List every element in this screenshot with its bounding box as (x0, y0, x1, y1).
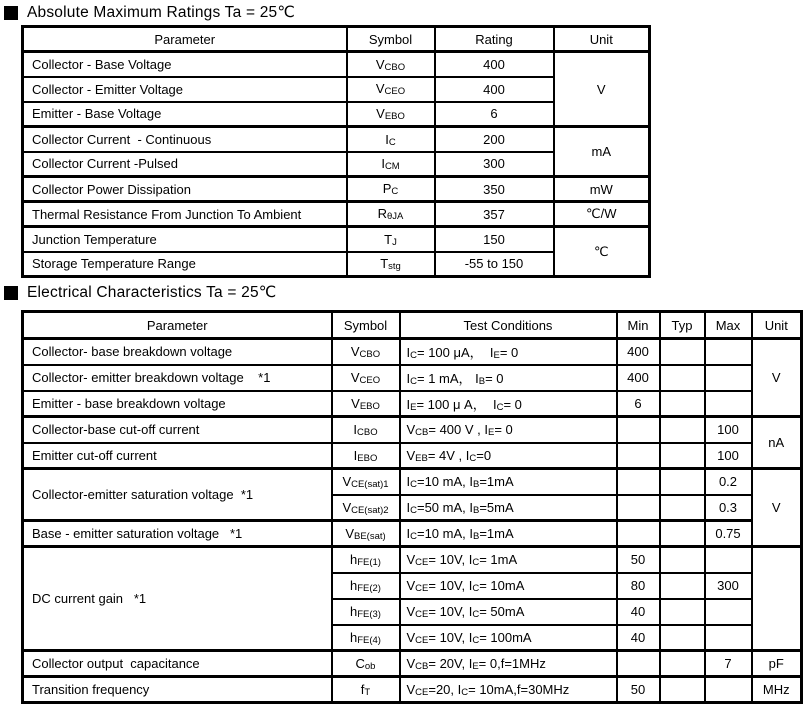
param-cell: Collector- emitter breakdown voltage *1 (23, 365, 332, 391)
typ-cell (660, 365, 705, 391)
param-cell: Collector- base breakdown voltage (23, 339, 332, 365)
section-title-absolute-maximum-ratings (4, 3, 295, 22)
param-cell: Collector Power Dissipation (23, 177, 347, 202)
col-header-unit: Unit (554, 27, 650, 52)
cond-cell: $I_C= 1$ mA， $I_B= 0$ (400, 365, 617, 391)
table-row (23, 227, 650, 252)
symbol-cell: $V_{CE(sat)1}$ (332, 469, 400, 495)
cond-cell: $V_{EB}= 4V$ , $I_C=0$ (400, 443, 617, 469)
rating-cell: 350 (435, 177, 554, 202)
section-title-text: Absolute Maximum Ratings Ta = 25℃ (27, 4, 295, 21)
rating-cell: 6 (435, 102, 554, 127)
min-cell: 400 (617, 365, 660, 391)
unit-cell: V (554, 52, 650, 127)
cond-cell: $V_{CB}= 20V$, $I_E= 0,f=1MHz$ (400, 651, 617, 677)
table-row (23, 651, 802, 677)
param-cell: Emitter cut-off current (23, 443, 332, 469)
max-cell: 0.3 (705, 495, 752, 521)
cond-cell: $I_E= 100$ μ A， $I_C= 0$ (400, 391, 617, 417)
table-row (23, 521, 802, 547)
min-cell (617, 469, 660, 495)
col-header-symbol: Symbol (347, 27, 435, 52)
min-cell: 6 (617, 391, 660, 417)
min-cell: 40 (617, 599, 660, 625)
param-cell: Storage Temperature Range (23, 252, 347, 277)
typ-cell (660, 339, 705, 365)
min-cell (617, 443, 660, 469)
symbol-cell: $h_{FE(3)}$ (332, 599, 400, 625)
table-row (23, 677, 802, 703)
max-cell (705, 547, 752, 573)
cond-cell: $V_{CE}= 10V$, $I_C= 50mA$ (400, 599, 617, 625)
param-cell: Collector - Base Voltage (23, 52, 347, 77)
symbol-cell: $h_{FE(4)}$ (332, 625, 400, 651)
rating-cell: 400 (435, 52, 554, 77)
col-header-typ: Typ (660, 312, 705, 339)
typ-cell (660, 495, 705, 521)
absolute-maximum-ratings-table (21, 25, 651, 278)
table-row (23, 339, 802, 365)
param-cell: Junction Temperature (23, 227, 347, 252)
col-header-parameter: Parameter (23, 27, 347, 52)
col-header-parameter: Parameter (23, 312, 332, 339)
rating-cell: -55 to 150 (435, 252, 554, 277)
electrical-characteristics-table (21, 310, 803, 704)
typ-cell (660, 599, 705, 625)
symbol-cell: $V_{CBO}$ (347, 52, 435, 77)
unit-cell: pF (752, 651, 802, 677)
rating-cell: 400 (435, 77, 554, 102)
min-cell (617, 651, 660, 677)
param-cell: Base - emitter saturation voltage *1 (23, 521, 332, 547)
param-cell: Collector - Emitter Voltage (23, 77, 347, 102)
param-cell: Collector Current - Continuous (23, 127, 347, 152)
param-cell: Collector output capacitance (23, 651, 332, 677)
typ-cell (660, 521, 705, 547)
param-cell: Transition frequency (23, 677, 332, 703)
unit-cell: V (752, 469, 802, 547)
typ-cell (660, 677, 705, 703)
col-header-max: Max (705, 312, 752, 339)
symbol-cell: $I_{EBO}$ (332, 443, 400, 469)
unit-cell: MHz (752, 677, 802, 703)
typ-cell (660, 417, 705, 443)
cond-cell: $V_{CE}=20$, $I_C= 10mA,f=30MHz$ (400, 677, 617, 703)
max-cell (705, 339, 752, 365)
symbol-cell: $V_{EBO}$ (332, 391, 400, 417)
table-row (23, 202, 650, 227)
param-cell: Emitter - base breakdown voltage (23, 391, 332, 417)
cond-cell: $I_C=10$ mA, $I_B=1mA$ (400, 469, 617, 495)
max-cell (705, 625, 752, 651)
min-cell (617, 417, 660, 443)
max-cell: 100 (705, 417, 752, 443)
symbol-cell: $V_{EBO}$ (347, 102, 435, 127)
max-cell (705, 391, 752, 417)
section-title-text: Electrical Characteristics Ta = 25℃ (27, 284, 277, 301)
max-cell: 0.2 (705, 469, 752, 495)
cond-cell: $I_C=50$ mA, $I_B=5mA$ (400, 495, 617, 521)
symbol-cell: $h_{FE(1)}$ (332, 547, 400, 573)
max-cell: 7 (705, 651, 752, 677)
section-bullet-icon (4, 6, 18, 20)
unit-cell: ℃ (554, 227, 650, 277)
param-cell: Collector Current -Pulsed (23, 152, 347, 177)
table-row (23, 417, 802, 443)
symbol-cell: $I_{CBO}$ (332, 417, 400, 443)
min-cell: 40 (617, 625, 660, 651)
typ-cell (660, 573, 705, 599)
typ-cell (660, 391, 705, 417)
min-cell (617, 521, 660, 547)
symbol-cell: $T_J$ (347, 227, 435, 252)
typ-cell (660, 651, 705, 677)
param-cell: Collector-emitter saturation voltage *1 (23, 469, 332, 521)
unit-cell: ℃/W (554, 202, 650, 227)
col-header-test-conditions: Test Conditions (400, 312, 617, 339)
cond-cell: $V_{CE}= 10V$, $I_C= 100mA$ (400, 625, 617, 651)
typ-cell (660, 547, 705, 573)
col-header-min: Min (617, 312, 660, 339)
rating-cell: 357 (435, 202, 554, 227)
rating-cell: 300 (435, 152, 554, 177)
cond-cell: $V_{CE}= 10V$, $I_C= 10mA$ (400, 573, 617, 599)
unit-cell (752, 547, 802, 651)
cond-cell: $I_C= 100$ μA， $I_E= 0$ (400, 339, 617, 365)
symbol-cell: $P_C$ (347, 177, 435, 202)
param-cell: Collector-base cut-off current (23, 417, 332, 443)
rating-cell: 200 (435, 127, 554, 152)
symbol-cell: $C_{ob}$ (332, 651, 400, 677)
table-row (23, 443, 802, 469)
cond-cell: $V_{CE}= 10V$, $I_C= 1mA$ (400, 547, 617, 573)
max-cell: 0.75 (705, 521, 752, 547)
symbol-cell: $V_{CBO}$ (332, 339, 400, 365)
table-row (23, 52, 650, 77)
symbol-cell: $I_C$ (347, 127, 435, 152)
table-row (23, 127, 650, 152)
col-header-unit: Unit (752, 312, 802, 339)
header-row (23, 27, 650, 52)
symbol-cell: $V_{CEO}$ (347, 77, 435, 102)
max-cell (705, 677, 752, 703)
section-title-electrical-characteristics (4, 283, 276, 302)
unit-cell: V (752, 339, 802, 417)
symbol-cell: $V_{CEO}$ (332, 365, 400, 391)
table-row (23, 365, 802, 391)
symbol-cell: $R_{\theta JA}$ (347, 202, 435, 227)
cond-cell: $V_{CB}= 400$ V , $I_E= 0$ (400, 417, 617, 443)
max-cell (705, 599, 752, 625)
col-header-symbol: Symbol (332, 312, 400, 339)
symbol-cell: $I_{CM}$ (347, 152, 435, 177)
symbol-cell: $V_{BE(sat)}$ (332, 521, 400, 547)
symbol-cell: $f_T$ (332, 677, 400, 703)
unit-cell: mA (554, 127, 650, 177)
col-header-rating: Rating (435, 27, 554, 52)
min-cell (617, 495, 660, 521)
param-cell: Emitter - Base Voltage (23, 102, 347, 127)
unit-cell: nA (752, 417, 802, 469)
min-cell: 80 (617, 573, 660, 599)
section-bullet-icon (4, 286, 18, 300)
table-row (23, 391, 802, 417)
param-cell: DC current gain *1 (23, 547, 332, 651)
param-cell: Thermal Resistance From Junction To Ambient (23, 202, 347, 227)
min-cell: 50 (617, 677, 660, 703)
min-cell: 400 (617, 339, 660, 365)
typ-cell (660, 625, 705, 651)
cond-cell: $I_C=10$ mA, $I_B=1mA$ (400, 521, 617, 547)
table-row (23, 547, 802, 573)
table-row (23, 177, 650, 202)
symbol-cell: $h_{FE(2)}$ (332, 573, 400, 599)
max-cell (705, 365, 752, 391)
unit-cell: mW (554, 177, 650, 202)
header-row (23, 312, 802, 339)
rating-cell: 150 (435, 227, 554, 252)
typ-cell (660, 443, 705, 469)
max-cell: 100 (705, 443, 752, 469)
symbol-cell: $T_{stg}$ (347, 252, 435, 277)
table-row (23, 469, 802, 495)
min-cell: 50 (617, 547, 660, 573)
typ-cell (660, 469, 705, 495)
symbol-cell: $V_{CE(sat)2}$ (332, 495, 400, 521)
max-cell: 300 (705, 573, 752, 599)
